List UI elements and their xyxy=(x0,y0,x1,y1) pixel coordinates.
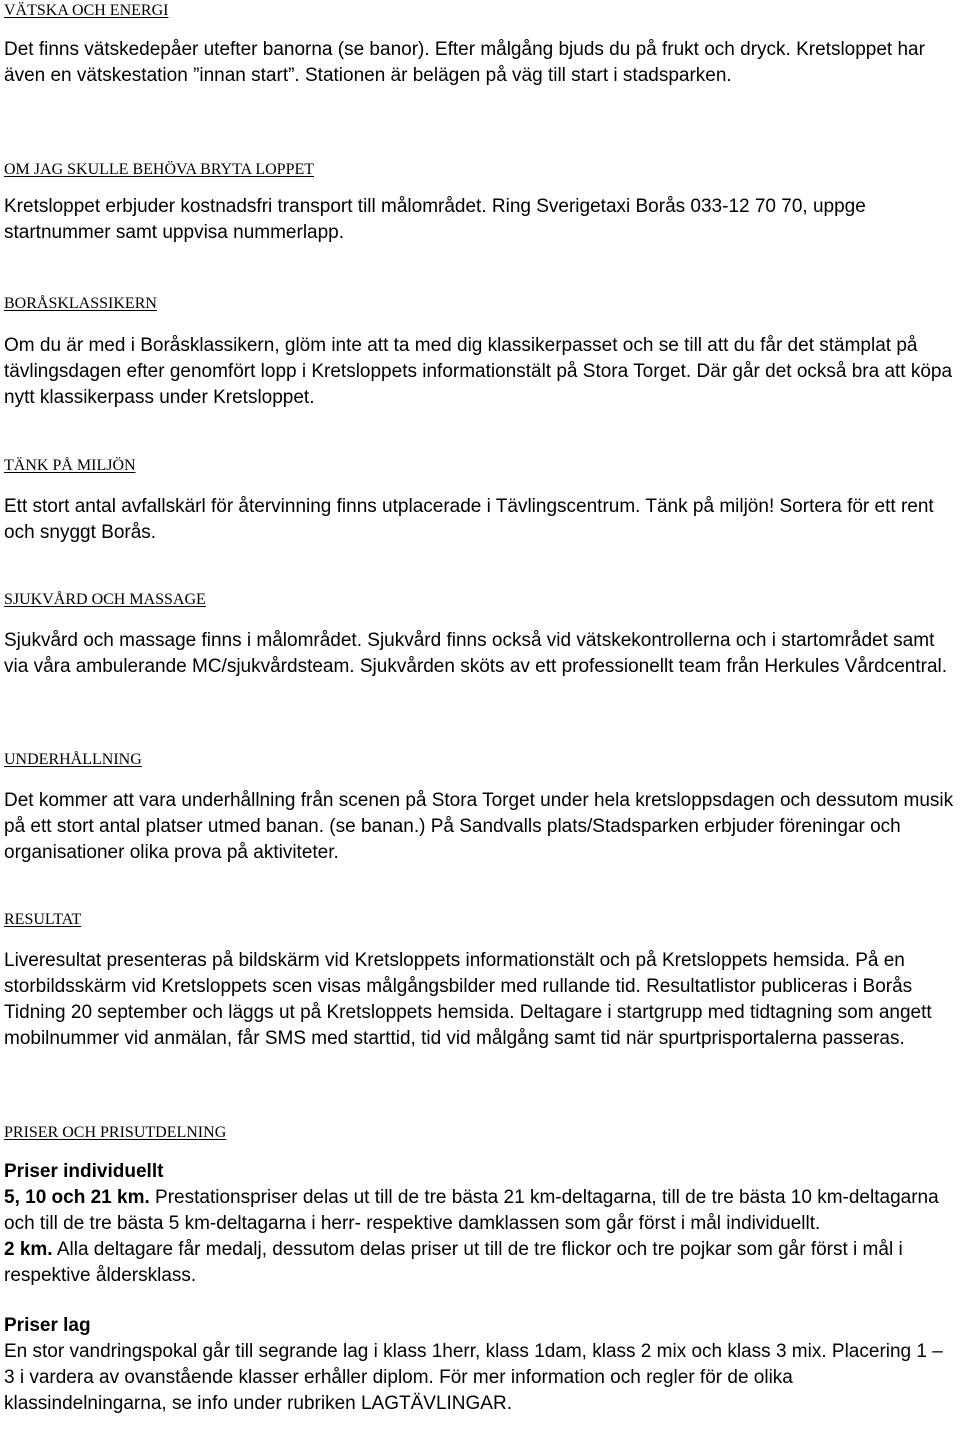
prizes-lead-2: 2 km. xyxy=(4,1239,53,1260)
section-boraskla ssikern xyxy=(4,294,956,411)
section-body: Om du är med i Boråsklassikern, glöm inte att ta med dig klassikerpasset och se till att du får det stämplat på tävlingsdagen efter genomfört lopp i Kretsloppets informationstält på Stora Torget. Där går det också bra att köpa nytt klassikerpass under Kretsloppet. xyxy=(4,335,953,408)
team-prizes-title: Priser lag xyxy=(4,1315,91,1336)
section-heading: RESULTAT xyxy=(4,911,82,928)
section-underhallning xyxy=(4,750,956,866)
section-priser xyxy=(4,1123,956,1417)
section-vatska xyxy=(4,1,956,89)
team-prizes-body: En stor vandringspokal går till segrande lag i klass 1herr, klass 1dam, klass 2 mix och klass 3 mix. Placering 1 – 3 i vardera av ovanstående klasser erhåller diplom. För mer information och regler för de olika klassindelningarna, se info under rubriken LAGTÄVLINGAR. xyxy=(4,1341,943,1414)
section-body: Ett stort antal avfallskärl för återvinning finns utplacerade i Tävlingscentrum. Tänk på miljön! Sortera för ett rent och snyggt Borås. xyxy=(4,496,934,543)
prizes-lead-1: 5, 10 och 21 km. xyxy=(4,1187,150,1208)
section-miljo xyxy=(4,456,956,546)
section-heading: UNDERHÅLLNING xyxy=(4,751,142,768)
section-body: Sjukvård och massage finns i målområdet. Sjukvård finns också vid vätskekontrollerna och i startområdet samt via våra ambulerande MC/sjukvårdsteam. Sjukvården sköts av ett professionellt team från Herkules Vårdcentral. xyxy=(4,630,948,677)
section-heading: OM JAG SKULLE BEHÖVA BRYTA LOPPET xyxy=(4,161,315,178)
prizes-paragraph-2 xyxy=(4,1237,956,1289)
section-body: Liveresultat presenteras på bildskärm vid Kretsloppets informationstält och på Kretsloppets hemsida. På en storbildsskärm vid Kretsloppets scen visas målgångsbilder med rullande tid. Resultatlistor publiceras i Borås Tidning 20 september och läggs ut på Kretsloppets hemsida. Deltagare i startgrupp med tidtagning som angett mobilnummer vid anmälan, får SMS med starttid, tid vid målgång samt tid när spurtprisportalerna passeras. xyxy=(4,950,932,1049)
prizes-text-2: Alla deltagare får medalj, dessutom delas priser ut till de tre flickor och tre pojkar som går först i mål i respektive åldersklass. xyxy=(4,1239,903,1286)
prizes-text-1: Prestationspriser delas ut till de tre bästa 21 km-deltagarna, till de tre bästa 10 km-deltagarna och till de tre bästa 5 km-deltagarna i herr- respektive damklassen som går först i mål individuellt. xyxy=(4,1187,939,1234)
section-body: Det kommer att vara underhållning från scenen på Stora Torget under hela kretsloppsdagen och dessutom musik på ett stort antal platser utmed banan. (se banan.) På Sandvalls plats/Stadsparken erbjuder föreningar och organisationer olika prova på aktiviteter. xyxy=(4,790,954,863)
section-heading: PRISER OCH PRISUTDELNING xyxy=(4,1124,227,1141)
section-resultat xyxy=(4,910,956,1052)
section-sjukvard xyxy=(4,590,956,680)
section-heading: VÄTSKA OCH ENERGI xyxy=(4,2,169,19)
section-body: Det finns vätskedepåer utefter banorna (se banor). Efter målgång bjuds du på frukt och dryck. Kretsloppet har även en vätskestation ”innan start”. Stationen är belägen på väg till start i stadsparken. xyxy=(4,39,925,86)
prizes-paragraph-1 xyxy=(4,1185,956,1237)
section-heading: BORÅSKLASSIKERN xyxy=(4,295,157,312)
section-bryta-loppet xyxy=(4,160,956,246)
individual-prizes-title: Priser individuellt xyxy=(4,1161,164,1182)
section-heading: TÄNK PÅ MILJÖN xyxy=(4,457,136,474)
section-heading: SJUKVÅRD OCH MASSAGE xyxy=(4,591,206,608)
section-body: Kretsloppet erbjuder kostnadsfri transport till målområdet. Ring Sverigetaxi Borås 033-12 70 70, uppge startnummer samt uppvisa nummerlapp. xyxy=(4,196,866,243)
